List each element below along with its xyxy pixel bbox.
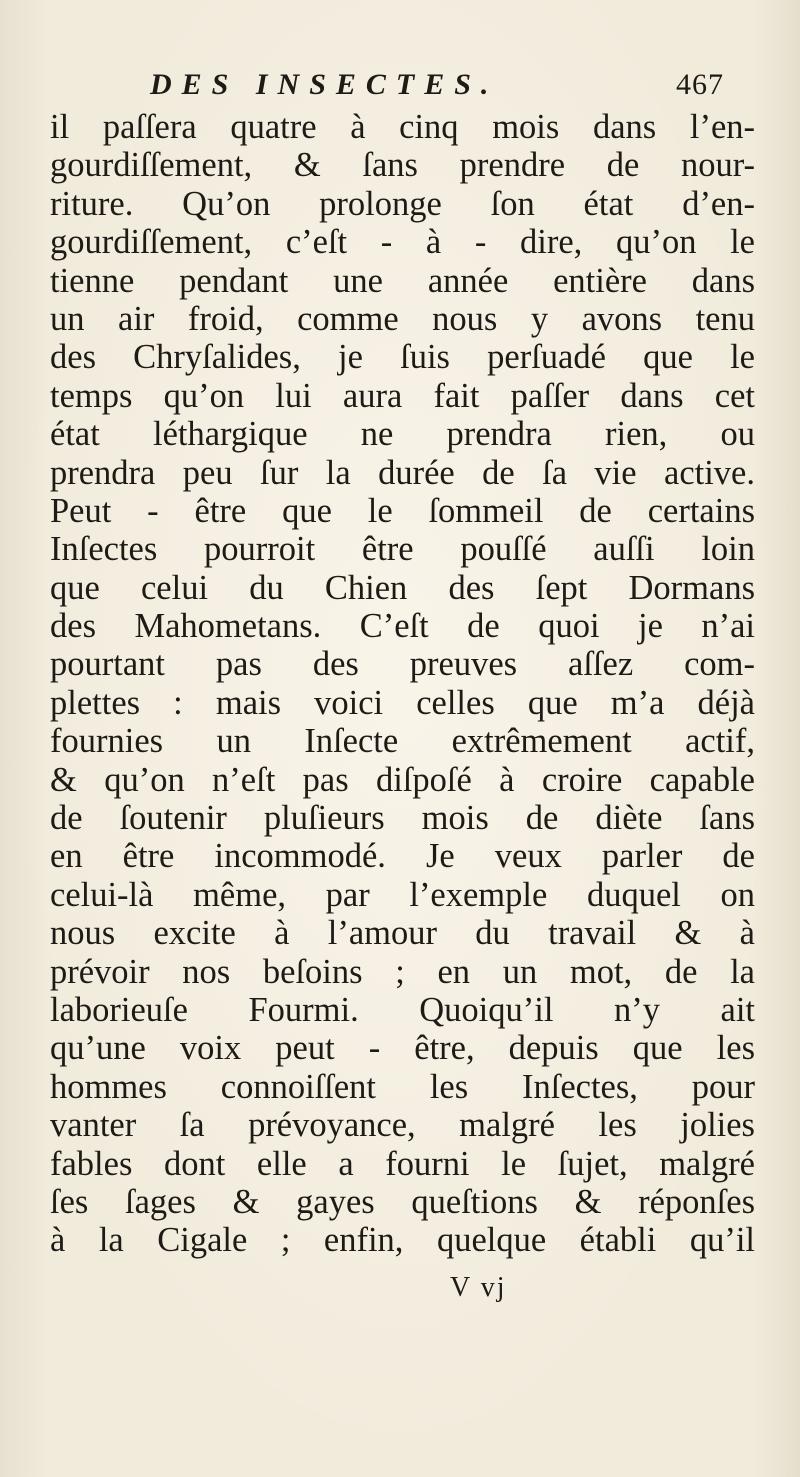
text-line: riture. Qu’on prolonge ſon état d’en- [50, 184, 755, 223]
text-line: tienne pendant une année entière dans [50, 261, 755, 300]
text-line: fables dont elle a fourni le ſujet, malgré [50, 1144, 755, 1183]
running-head [150, 62, 730, 112]
signature-mark: V vj [450, 1272, 507, 1303]
text-line: prévoir nos beſoins ; en un mot, de la [50, 952, 755, 991]
text-line: fournies un Inſecte extrêmement actif, [50, 722, 755, 761]
running-title: DES INSECTES. [150, 68, 499, 101]
text-line: plettes : mais voici celles que m’a déjà [50, 683, 755, 722]
text-line: état léthargique ne prendra rien, ou [50, 415, 755, 454]
text-line: vanter ſa prévoyance, malgré les jolies [50, 1106, 755, 1145]
text-line: en être incommodé. Je veux parler de [50, 837, 755, 876]
text-line: qu’une voix peut - être, depuis que les [50, 1029, 755, 1068]
text-line: Peut - être que le ſommeil de certains [50, 491, 755, 530]
text-line: des Chryſalides, je ſuis perſuadé que le [50, 338, 755, 377]
text-line: celui-là même, par l’exemple duquel on [50, 875, 755, 914]
text-line: de ſoutenir pluſieurs mois de diète ſans [50, 799, 755, 838]
page-number: 467 [676, 68, 724, 101]
text-line: pourtant pas des preuves aſſez com- [50, 645, 755, 684]
text-line: Inſectes pourroit être pouſſé auſſi loin [50, 530, 755, 569]
text-line: ſes ſages & gayes queſtions & réponſes [50, 1182, 755, 1221]
text-line: des Mahometans. C’eſt de quoi je n’ai [50, 607, 755, 646]
text-line: prendra peu ſur la durée de ſa vie active. [50, 453, 755, 492]
text-line: & qu’on n’eſt pas diſpoſé à croire capable [50, 760, 755, 799]
text-line: hommes connoiſſent les Inſectes, pour [50, 1067, 755, 1106]
text-line: à la Cigale ; enfin, quelque établi qu’il [50, 1221, 755, 1260]
text-line: que celui du Chien des ſept Dormans [50, 568, 755, 607]
text-line: gourdiſſement, & ſans prendre de nour- [50, 146, 755, 185]
body-text [50, 108, 755, 1260]
text-line: nous excite à l’amour du travail & à [50, 914, 755, 953]
text-line: temps qu’on lui aura fait paſſer dans cet [50, 376, 755, 415]
text-line: laborieuſe Fourmi. Quoiqu’il n’y ait [50, 990, 755, 1029]
text-line: un air froid, comme nous y avons tenu [50, 299, 755, 338]
text-line: il paſſera quatre à cinq mois dans l’en- [50, 108, 755, 146]
text-line: gourdiſſement, c’eſt - à - dire, qu’on le [50, 223, 755, 262]
